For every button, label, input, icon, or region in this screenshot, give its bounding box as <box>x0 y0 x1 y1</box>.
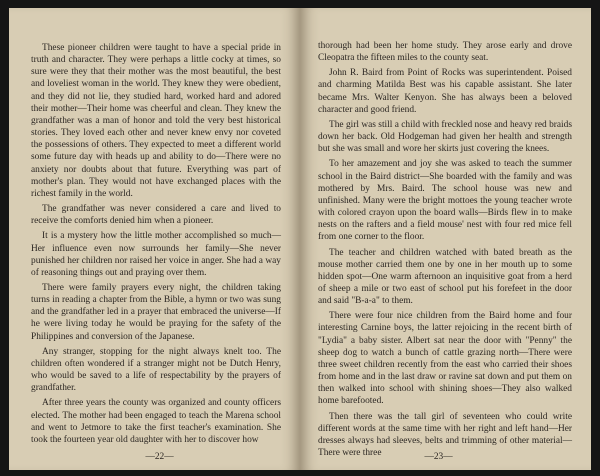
paragraph: After three years the county was organized and county officers elected. The mother had been engaged to teach the Marena school and went to Jetmore to take the first teacher's examination. She took the fourteen year old daughter with her to discover how <box>31 398 281 445</box>
paragraph: To her amazement and joy she was asked to teach the summer school in the Baird district—She boarded with the family and was mothered by Mrs. Baird. The school house was new and unfinished. Many were the bright mottoes the young teacher wrote with colored crayon upon the board walls—Birds flew in to make nests on the rafters and a field mouse' nest with four red mice fell from one corner to the floor. <box>318 159 572 243</box>
paragraph: Any stranger, stopping for the night always knelt too. The children often wondered if a stranger might not be Dutch Henry, who would be saved to a life of respectability by the prayers of grandfather. <box>31 346 281 394</box>
paragraph: Then there was the tall girl of seventeen who could write different words at the same time with her right and left hand—Her dresses always had sleeves, belts and trimming of other material—There were three <box>318 411 572 458</box>
page-number: —22— <box>145 452 174 462</box>
paragraph: The teacher and children watched with bated breath as the mouse mother carried them one by one in her mouth up to some hidden spot—One warm afternoon an inquisitive goat from a herd of sheep a mile or two east of school put his forefeet in the door and said "B-a-a" to them. <box>318 247 572 307</box>
paragraph: It is a mystery how the little mother accomplished so much—Her influence even now surrounds her family—She never punished her children nor raised her voice in anger. She had a way of reasoning things out and praying over them. <box>31 231 281 278</box>
paragraph: The girl was still a child with freckled nose and heavy red braids down her back. Old Hodgeman had given her health and strength but she was small and wore her skirts just covering the knees. <box>318 119 572 155</box>
page-number: —23— <box>424 452 453 462</box>
right-page <box>300 8 591 470</box>
paragraph: There were family prayers every night, the children taking turns in reading a chapter from the Bible, a hymn or two was sung and the grandfather led in a prayer that embraced the universe—If he were living today he would be praying for the safety of the Philippines and conversion of the Japanese. <box>31 282 281 342</box>
paragraph: These pioneer children were taught to have a special pride in truth and character. They were perhaps a little cocky at times, so sure were they that their mother was the most beautiful, the best and loveliest woman in the world. They knew they were obedient, and they did not lie, they studied hard, worked hard and adored their mother—Their home was cheerful and clean. They knew the grandfather was a man of honor and told the very best historical stories. They loved each other and never knew envy nor coveted the possessions of others. They expected to meet a different world some future day with heads up and ability to do—There were no anxiety nor doubts about that future. Everything was part of mother's plan. They would not have exchanged places with the richest family in the world. <box>31 43 281 199</box>
paragraph: John R. Baird from Point of Rocks was superintendent. Poised and charming Matilda Best was his capable assistant. She later became Mrs. Walter Kenyon. She has always been a beloved character and good friend. <box>318 68 572 115</box>
paragraph: There were four nice children from the Baird home and four interesting Carnine boys, the latter rejoicing in the recent birth of "Lydia" a baby sister. Albert sat near the door with "Penny" the sheep dog to watch a bunch of cattle grazing north—There were three sweet children recently from the east who carried their shoes from home and in the last draw or ravine sat down and put them on then walked into school with shining shoes—They also walked home barefooted. <box>318 311 572 407</box>
left-page-text <box>31 42 281 449</box>
paragraph-continuation: thorough had been her home study. They arose early and drove Cleopatra the fifteen miles to the county seat. <box>318 41 572 64</box>
paragraph: The grandfather was never considered a care and lived to receive the comforts denied him when a pioneer. <box>31 204 281 227</box>
book-spread <box>9 8 591 470</box>
right-page-text <box>318 40 572 462</box>
left-page <box>9 8 300 470</box>
